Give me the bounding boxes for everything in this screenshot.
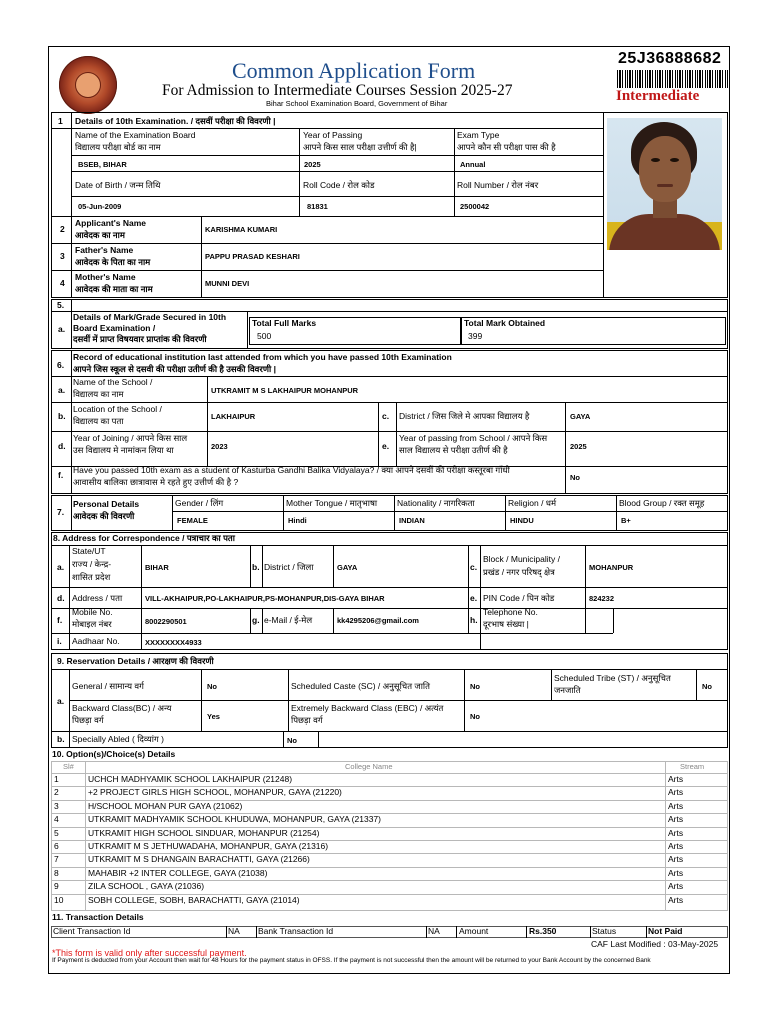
- year-of-joining-value: 2023: [211, 442, 228, 451]
- year-value: 2025: [304, 160, 321, 169]
- father-name-value: PAPPU PRASAD KESHARI: [205, 252, 300, 261]
- block-value: MOHANPUR: [589, 563, 634, 572]
- client-transaction-value: NA: [228, 926, 240, 936]
- mobile-value: 8002290501: [145, 617, 187, 626]
- total-full-marks-value: 500: [257, 331, 272, 341]
- email-value: kk4295206@gmail.com: [337, 616, 419, 625]
- state-value: BIHAR: [145, 563, 169, 572]
- st-value: No: [702, 682, 712, 691]
- gender-value: FEMALE: [177, 516, 208, 525]
- form-subtitle: For Admission to Intermediate Courses Session 2025-27: [162, 82, 513, 99]
- nationality-value: INDIAN: [399, 516, 425, 525]
- roll-code-value: 81831: [307, 202, 328, 211]
- option-college-name: UTKRAMIT MADHYAMIK SCHOOL KHUDUWA, MOHANPUR, GAYA (21337): [88, 814, 381, 825]
- option-stream: Arts: [668, 800, 684, 811]
- school-district-value: GAYA: [570, 412, 591, 421]
- payment-note: If Payment is deducted from your Account then wait for 48 Hours for the payment status in OFSS. If the payment is not successful then the amount will be returned to your Bank Account by the concerned Bank: [52, 957, 651, 964]
- option-stream: Arts: [668, 787, 684, 798]
- option-stream: Arts: [668, 774, 684, 784]
- applicant-name-value: KARISHMA KUMARI: [205, 225, 278, 234]
- option-stream: Arts: [668, 894, 684, 905]
- school-location-value: LAKHAIPUR: [211, 412, 256, 421]
- transaction-table: [51, 926, 728, 938]
- option-college-name: UCHCH MADHYAMIK SCHOOL LAKHAIPUR (21248): [88, 774, 293, 784]
- bc-value: Yes: [207, 712, 220, 721]
- option-college-name: +2 PROJECT GIRLS HIGH SCHOOL, MOHANPUR, GAYA (21220): [88, 787, 342, 798]
- mother-name-value: MUNNI DEVI: [205, 279, 250, 288]
- logo-emblem: [75, 72, 101, 98]
- blood-group-value: B+: [621, 516, 631, 525]
- option-stream: Arts: [668, 881, 684, 892]
- barcode-icon: [617, 70, 728, 88]
- last-modified: CAF Last Modified : 03-May-2025: [591, 939, 719, 949]
- option-sl: 6: [54, 841, 59, 851]
- section-11-heading: 11. Transaction Details: [52, 912, 144, 922]
- option-college-name: UTKRAMIT HIGH SCHOOL SINDUAR, MOHANPUR (21254): [88, 827, 320, 838]
- course-level: Intermediate: [616, 88, 700, 104]
- option-sl: 8: [54, 867, 59, 878]
- ebc-value: No: [470, 712, 480, 721]
- option-college-name: H/SCHOOL MOHAN PUR GAYA (21062): [88, 800, 243, 811]
- option-stream: Arts: [668, 814, 684, 825]
- option-stream: Arts: [668, 827, 684, 838]
- option-sl: 4: [54, 814, 59, 825]
- application-number: 25J36888682: [618, 50, 722, 67]
- option-sl: 3: [54, 800, 59, 811]
- option-college-name: UTKRAMIT M S DHANGAIN BARACHATTI, GAYA (21266): [88, 854, 310, 865]
- option-college-name: ZILA SCHOOL , GAYA (21036): [88, 881, 205, 892]
- option-college-name: MAHABIR +2 INTER COLLEGE, GAYA (21038): [88, 867, 268, 878]
- validity-note: *This form is valid only after successful payment.: [52, 948, 247, 958]
- payment-status-value: Not Paid: [648, 926, 683, 936]
- exam-type-value: Annual: [460, 160, 486, 169]
- section-1-heading: Details of 10th Examination. / दसवीं परीक्षा की विवरणी |: [75, 116, 276, 126]
- board-name: Bihar School Examination Board, Government of Bihar: [266, 99, 448, 108]
- option-stream: Arts: [668, 841, 684, 851]
- total-marks-obtained-value: 399: [468, 331, 483, 341]
- section-8-heading: 8. Address for Correspondence / पत्राचार का पता: [53, 533, 235, 543]
- aadhaar-value: XXXXXXXX4933: [145, 638, 202, 647]
- option-college-name: SOBH COLLEGE, SOBH, BARACHATTI, GAYA (21014): [88, 894, 300, 905]
- mother-tongue-value: Hindi: [288, 516, 307, 525]
- specially-abled-value: No: [287, 736, 297, 745]
- school-name-value: UTKRAMIT M S LAKHAIPUR MOHANPUR: [211, 386, 359, 395]
- option-sl: 7: [54, 854, 59, 865]
- bank-transaction-value: NA: [428, 926, 440, 936]
- address-value: VILL-AKHAIPUR,PO-LAKHAIPUR,PS-MOHANPUR,DIS-GAYA BIHAR: [145, 594, 385, 603]
- pin-code-value: 824232: [589, 594, 615, 603]
- amount-value: Rs.350: [529, 926, 557, 936]
- option-sl: 5: [54, 827, 59, 838]
- option-sl: 10: [54, 894, 64, 905]
- option-sl: 9: [54, 881, 59, 892]
- option-stream: Arts: [668, 854, 684, 865]
- option-college-name: UTKRAMIT M S JETHUWADAHA, MOHANPUR, GAYA (21316): [88, 841, 329, 851]
- applicant-photo: [607, 118, 722, 250]
- section-9-heading: 9. Reservation Details / आरक्षण की विवरणी: [57, 656, 214, 666]
- option-sl: 2: [54, 787, 59, 798]
- option-stream: Arts: [668, 867, 684, 878]
- form-title: Common Application Form: [232, 58, 476, 83]
- section-10-heading: 10. Option(s)/Choice(s) Details: [52, 749, 176, 759]
- year-of-passing-school-value: 2025: [570, 442, 587, 451]
- kgbv-value: No: [570, 473, 580, 482]
- bseb-logo-icon: [59, 56, 117, 114]
- district-value: GAYA: [337, 563, 358, 572]
- option-sl: 1: [54, 774, 59, 784]
- roll-no-value: 2500042: [460, 202, 490, 211]
- sc-value: No: [470, 682, 480, 691]
- dob-value: 05-Jun-2009: [78, 202, 122, 211]
- general-value: No: [207, 682, 217, 691]
- board-value: BSEB, BIHAR: [78, 160, 127, 169]
- religion-value: HINDU: [510, 516, 534, 525]
